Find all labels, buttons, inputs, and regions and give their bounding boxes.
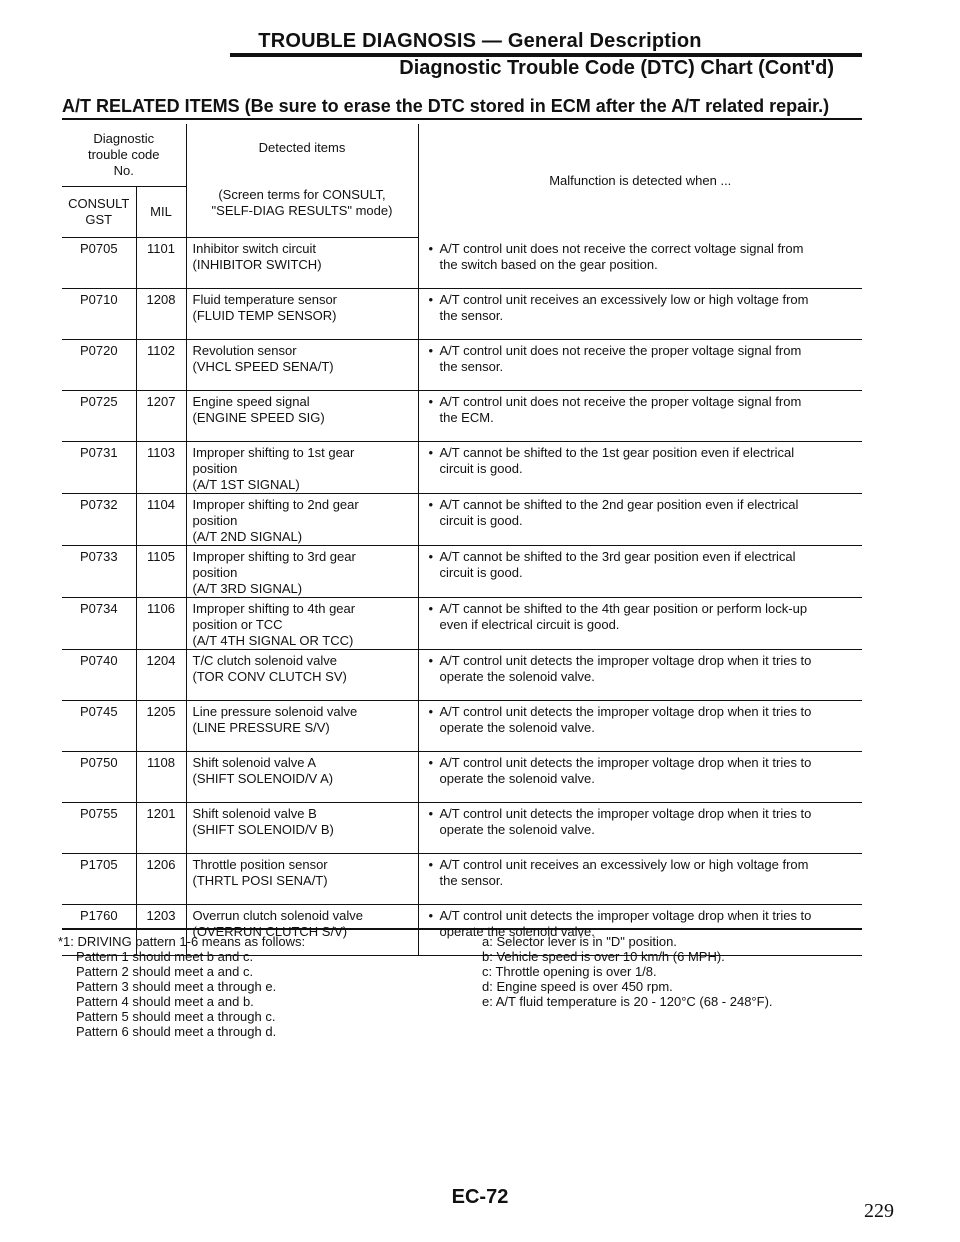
detected-item-line: Shift solenoid valve B: [192, 806, 317, 821]
consult-gst-code: P0705: [62, 238, 136, 289]
detected-item-line: Improper shifting to 2nd gear: [192, 497, 359, 512]
detected-item-line: (A/T 3RD SIGNAL): [192, 581, 303, 596]
condition-line: operate the solenoid valve.: [439, 771, 595, 786]
table-row: [62, 238, 862, 289]
malfunction-condition: [418, 803, 862, 854]
table-end-rule: [62, 928, 862, 930]
detected-item-line: Revolution sensor: [192, 343, 297, 358]
consult-gst-code: P1760: [62, 905, 136, 956]
detected-item: [186, 494, 418, 546]
header-diag-code: Diagnostic trouble code No.: [62, 124, 186, 187]
consult-gst-code: P0740: [62, 650, 136, 701]
detected-item-line: Improper shifting to 4th gear: [192, 601, 356, 616]
consult-gst-code: P0732: [62, 494, 136, 546]
mil-code: 1201: [136, 803, 186, 854]
bullet-icon: •: [428, 394, 434, 409]
detected-item-line: (FLUID TEMP SENSOR): [192, 308, 337, 323]
table-row: [62, 442, 862, 494]
condition-line: A/T control unit detects the improper voltage drop when it tries to: [439, 653, 812, 668]
bullet-icon: •: [428, 704, 434, 719]
table-row: [62, 598, 862, 650]
condition-line: A/T control unit detects the improper voltage drop when it tries to: [439, 755, 812, 770]
detected-item-line: position: [192, 565, 238, 580]
detected-item: [186, 391, 418, 442]
section-title: A/T RELATED ITEMS (Be sure to erase the DTC stored in ECM after the A/T related repair.): [62, 96, 830, 116]
header-consult-gst: CONSULT GST: [62, 187, 136, 238]
condition-line: the sensor.: [439, 359, 504, 374]
note-line: Pattern 3 should meet a through e.: [76, 979, 277, 994]
consult-gst-code: P0734: [62, 598, 136, 650]
page-title: TROUBLE DIAGNOSIS — General Description: [258, 30, 702, 52]
malfunction-condition: [418, 289, 862, 340]
page-number: 229: [864, 1200, 894, 1222]
table-row: [62, 701, 862, 752]
mil-code: 1207: [136, 391, 186, 442]
condition-line: the ECM.: [439, 410, 494, 425]
condition-line: A/T control unit does not receive the proper voltage signal from: [439, 343, 802, 358]
detected-item-line: (A/T 2ND SIGNAL): [192, 529, 303, 544]
bullet-icon: •: [428, 292, 434, 307]
condition-line: operate the solenoid valve.: [439, 669, 595, 684]
detected-item-line: Improper shifting to 1st gear: [192, 445, 355, 460]
header-malfunction: Malfunction is detected when ...: [418, 124, 862, 238]
table-row: [62, 546, 862, 598]
condition-notes: [482, 934, 773, 1009]
malfunction-condition: [418, 752, 862, 803]
condition-line: A/T control unit does not receive the proper voltage signal from: [439, 394, 802, 409]
page-code: EC-72: [451, 1186, 509, 1208]
table-row: [62, 391, 862, 442]
detected-item-line: T/C clutch solenoid valve: [192, 653, 338, 668]
condition-line: b: Vehicle speed is over 10 km/h (6 MPH).: [482, 949, 725, 964]
header-mil: MIL: [136, 187, 186, 238]
mil-code: 1106: [136, 598, 186, 650]
condition-line: c: Throttle opening is over 1/8.: [482, 964, 657, 979]
condition-line: A/T control unit detects the improper voltage drop when it tries to: [439, 704, 812, 719]
detected-item: [186, 650, 418, 701]
detected-item-line: Overrun clutch solenoid valve: [192, 908, 364, 923]
mil-code: 1208: [136, 289, 186, 340]
note-line: Pattern 6 should meet a through d.: [76, 1024, 277, 1039]
bullet-icon: •: [428, 343, 434, 358]
condition-line: a: Selector lever is in "D" position.: [482, 934, 677, 949]
table-row: [62, 340, 862, 391]
detected-item-line: position or TCC: [192, 617, 283, 632]
condition-line: A/T control unit does not receive the correct voltage signal from: [439, 240, 804, 256]
mil-code: 1105: [136, 546, 186, 598]
condition-line: A/T cannot be shifted to the 1st gear position even if electrical: [439, 445, 795, 460]
mil-code: 1108: [136, 752, 186, 803]
condition-line: operate the solenoid valve.: [439, 822, 595, 837]
condition-line: A/T cannot be shifted to the 4th gear position or perform lock-up: [439, 601, 808, 616]
mil-code: 1103: [136, 442, 186, 494]
bullet-icon: •: [428, 445, 434, 460]
detected-item-line: (VHCL SPEED SENA/T): [192, 359, 334, 374]
consult-gst-code: P0710: [62, 289, 136, 340]
condition-line: A/T cannot be shifted to the 3rd gear position even if electrical: [439, 549, 796, 564]
consult-gst-code: P0755: [62, 803, 136, 854]
table-row: [62, 803, 862, 854]
malfunction-condition: [418, 238, 862, 289]
consult-gst-code: P0733: [62, 546, 136, 598]
section-rule: [62, 118, 862, 120]
detected-item-line: Inhibitor switch circuit: [192, 241, 317, 256]
table-row: [62, 289, 862, 340]
malfunction-condition: [418, 650, 862, 701]
malfunction-condition: [418, 854, 862, 905]
condition-line: the switch based on the gear position.: [439, 256, 658, 272]
detected-item-line: (A/T 1ST SIGNAL): [192, 477, 300, 492]
condition-line: A/T control unit detects the improper voltage drop when it tries to: [439, 908, 812, 923]
malfunction-condition: [418, 701, 862, 752]
bullet-icon: •: [428, 908, 434, 923]
mil-code: 1203: [136, 905, 186, 956]
table-row: [62, 854, 862, 905]
detected-item-line: Line pressure solenoid valve: [192, 704, 358, 719]
condition-line: A/T control unit detects the improper voltage drop when it tries to: [439, 806, 812, 821]
malfunction-condition: [418, 546, 862, 598]
note-line: Pattern 5 should meet a through c.: [76, 1009, 276, 1024]
malfunction-condition: [418, 391, 862, 442]
detected-item: [186, 546, 418, 598]
detected-item-line: Fluid temperature sensor: [192, 292, 338, 307]
malfunction-condition: [418, 442, 862, 494]
detected-item-line: Engine speed signal: [192, 394, 310, 409]
condition-line: the sensor.: [439, 308, 504, 323]
bullet-icon: •: [428, 653, 434, 668]
condition-line: A/T control unit receives an excessively low or high voltage from: [439, 292, 809, 307]
note-line: Pattern 2 should meet a and c.: [76, 964, 254, 979]
mil-code: 1204: [136, 650, 186, 701]
table-row: [62, 650, 862, 701]
note-line: Pattern 1 should meet b and c.: [76, 949, 254, 964]
condition-line: A/T control unit receives an excessively low or high voltage from: [439, 857, 809, 872]
detected-item-line: (SHIFT SOLENOID/V B): [192, 822, 334, 837]
detected-item: [186, 752, 418, 803]
detected-item-line: (OVERRUN CLUTCH S/V): [192, 924, 348, 939]
bullet-icon: •: [428, 857, 434, 872]
condition-line: circuit is good.: [439, 461, 523, 476]
condition-line: even if electrical circuit is good.: [439, 617, 620, 632]
mil-code: 1101: [136, 238, 186, 289]
detected-item-line: (A/T 4TH SIGNAL OR TCC): [192, 633, 354, 648]
dtc-table: [62, 124, 862, 956]
detected-item-line: Improper shifting to 3rd gear: [192, 549, 356, 564]
detected-item: [186, 803, 418, 854]
page-subtitle: Diagnostic Trouble Code (DTC) Chart (Cont'd): [399, 57, 834, 79]
bullet-icon: •: [428, 497, 434, 512]
detected-item-line: (LINE PRESSURE S/V): [192, 720, 330, 735]
consult-gst-code: P1705: [62, 854, 136, 905]
condition-line: operate the solenoid valve.: [439, 720, 595, 735]
bullet-icon: •: [428, 549, 434, 564]
mil-code: 1102: [136, 340, 186, 391]
detected-item-line: position: [192, 513, 238, 528]
condition-line: e: A/T fluid temperature is 20 - 120°C (68 - 248°F).: [482, 994, 773, 1009]
mil-code: 1104: [136, 494, 186, 546]
detected-item-line: (INHIBITOR SWITCH): [192, 257, 322, 272]
detected-item: [186, 701, 418, 752]
condition-line: circuit is good.: [439, 565, 523, 580]
header-screen-terms: (Screen terms for CONSULT, "SELF-DIAG RESULTS" mode): [186, 187, 418, 238]
table-row: [62, 494, 862, 546]
note-line: Pattern 4 should meet a and b.: [76, 994, 254, 1009]
bullet-icon: •: [428, 755, 434, 770]
detected-item: [186, 289, 418, 340]
consult-gst-code: P0745: [62, 701, 136, 752]
consult-gst-code: P0750: [62, 752, 136, 803]
condition-line: operate the solenoid valve.: [439, 924, 595, 939]
bullet-icon: •: [428, 601, 434, 616]
malfunction-condition: [418, 340, 862, 391]
detected-item: [186, 340, 418, 391]
detected-item-line: position: [192, 461, 238, 476]
detected-item-line: (SHIFT SOLENOID/V A): [192, 771, 334, 786]
note-heading: *1: DRIVING pattern 1-6 means as follows:: [58, 934, 306, 949]
detected-item: [186, 238, 418, 289]
consult-gst-code: P0731: [62, 442, 136, 494]
condition-line: A/T cannot be shifted to the 2nd gear position even if electrical: [439, 497, 799, 512]
detected-item: [186, 442, 418, 494]
driving-pattern-notes: [58, 934, 305, 1039]
detected-item: [186, 598, 418, 650]
consult-gst-code: P0725: [62, 391, 136, 442]
bullet-icon: •: [428, 806, 434, 821]
condition-line: circuit is good.: [439, 513, 523, 528]
mil-code: 1205: [136, 701, 186, 752]
header-detected-items: Detected items: [186, 124, 418, 187]
consult-gst-code: P0720: [62, 340, 136, 391]
malfunction-condition: [418, 598, 862, 650]
condition-line: d: Engine speed is over 450 rpm.: [482, 979, 673, 994]
mil-code: 1206: [136, 854, 186, 905]
malfunction-condition: [418, 494, 862, 546]
detected-item-line: (ENGINE SPEED SIG): [192, 410, 325, 425]
detected-item-line: Shift solenoid valve A: [192, 755, 317, 770]
detected-item-line: (TOR CONV CLUTCH SV): [192, 669, 347, 684]
table-row: [62, 752, 862, 803]
detected-item-line: Throttle position sensor: [192, 857, 328, 872]
bullet-icon: •: [428, 240, 434, 256]
detected-item: [186, 854, 418, 905]
condition-line: the sensor.: [439, 873, 504, 888]
detected-item-line: (THRTL POSI SENA/T): [192, 873, 328, 888]
